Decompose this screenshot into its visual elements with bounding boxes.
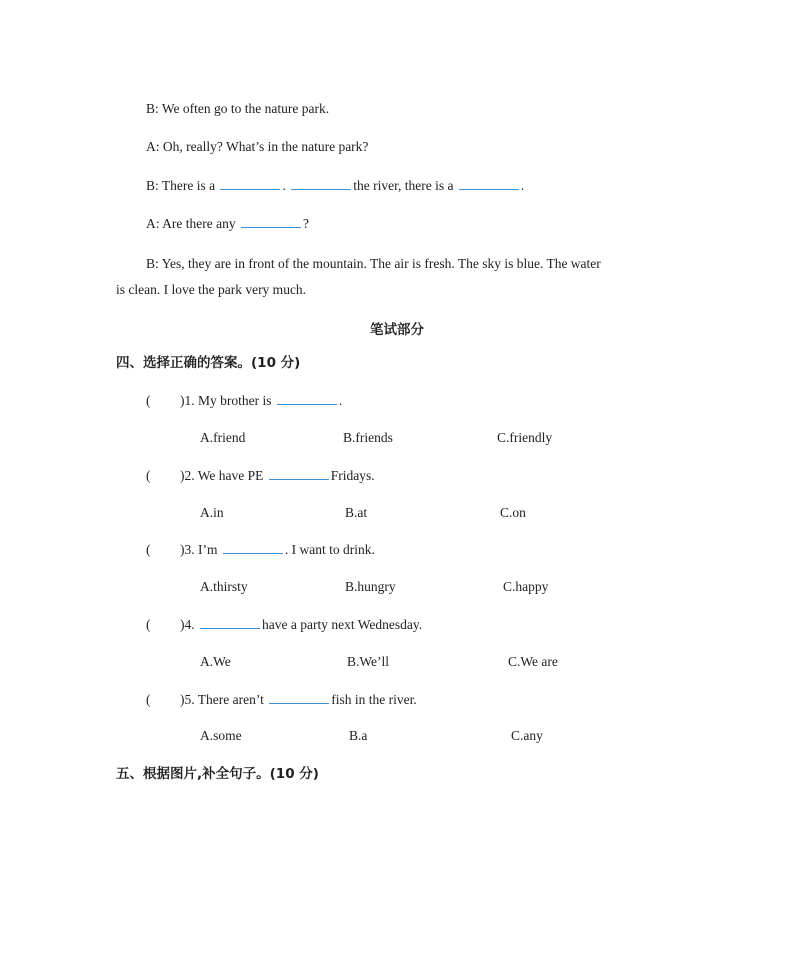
answer-blank[interactable] (269, 691, 329, 704)
dialogue-text: the river, there is a (353, 178, 454, 193)
answer-blank[interactable] (241, 215, 301, 228)
dialogue-text: ? (302, 216, 309, 231)
question-text: fish in the river. (331, 692, 417, 707)
answer-paren[interactable]: ( (146, 542, 151, 557)
section-title: 笔试部分 (370, 322, 424, 338)
option-b[interactable]: B.at (345, 505, 368, 520)
option-c[interactable]: C.any (511, 728, 543, 743)
option-a[interactable]: A.friend (200, 430, 246, 445)
answer-blank[interactable] (459, 177, 519, 190)
option-b[interactable]: B.hungry (345, 579, 396, 594)
answer-blank[interactable] (223, 541, 283, 554)
question-text: )2. We have PE (180, 468, 264, 483)
option-a[interactable]: A.some (200, 728, 242, 743)
answer-blank[interactable] (269, 467, 329, 480)
question-3 (146, 541, 375, 559)
option-b[interactable]: B.a (349, 728, 368, 743)
question-text: have a party next Wednesday. (262, 617, 423, 632)
dialogue-text: . (520, 178, 525, 193)
option-a[interactable]: A.We (200, 654, 231, 669)
dialogue-line-2: A: Oh, really? What’s in the nature park? (146, 139, 369, 154)
question-text: Fridays. (330, 468, 375, 483)
dialogue-line-4 (146, 215, 309, 233)
dialogue-line-6: is clean. I love the park very much. (116, 282, 307, 297)
dialogue-line-5: B: Yes, they are in front of the mountain. The air is fresh. The sky is blue. The water (146, 256, 601, 271)
answer-blank[interactable] (291, 177, 351, 190)
option-c[interactable]: C.on (500, 505, 526, 520)
answer-paren[interactable]: ( (146, 692, 151, 707)
answer-blank[interactable] (220, 177, 280, 190)
option-b[interactable]: B.friends (343, 430, 393, 445)
answer-paren[interactable]: ( (146, 468, 151, 483)
section-4-heading: 四、选择正确的答案。(10 分) (116, 355, 301, 371)
answer-blank[interactable] (277, 392, 337, 405)
dialogue-text: A: Are there any (146, 216, 236, 231)
option-c[interactable]: C.friendly (497, 430, 553, 445)
dialogue-line-3 (146, 177, 524, 195)
section-5-heading: 五、根据图片,补全句子。(10 分) (116, 766, 319, 782)
question-4 (146, 616, 422, 634)
option-a[interactable]: A.in (200, 505, 224, 520)
question-1 (146, 392, 342, 410)
question-text: . (338, 393, 343, 408)
dialogue-text: B: There is a (146, 178, 216, 193)
option-c[interactable]: C.happy (503, 579, 549, 594)
question-text: )3. I’m (180, 542, 218, 557)
option-b[interactable]: B.We’ll (347, 654, 390, 669)
option-c[interactable]: C.We are (508, 654, 558, 669)
option-a[interactable]: A.thirsty (200, 579, 248, 594)
question-5 (146, 691, 417, 709)
answer-paren[interactable]: ( (146, 393, 151, 408)
answer-blank[interactable] (200, 616, 260, 629)
question-2 (146, 467, 375, 485)
question-text: )4. (180, 617, 195, 632)
question-text: )5. There aren’t (180, 692, 264, 707)
dialogue-line-1: B: We often go to the nature park. (146, 101, 330, 116)
answer-paren[interactable]: ( (146, 617, 151, 632)
dialogue-text: . (282, 178, 286, 193)
question-text: )1. My brother is (180, 393, 272, 408)
question-text: . I want to drink. (284, 542, 375, 557)
